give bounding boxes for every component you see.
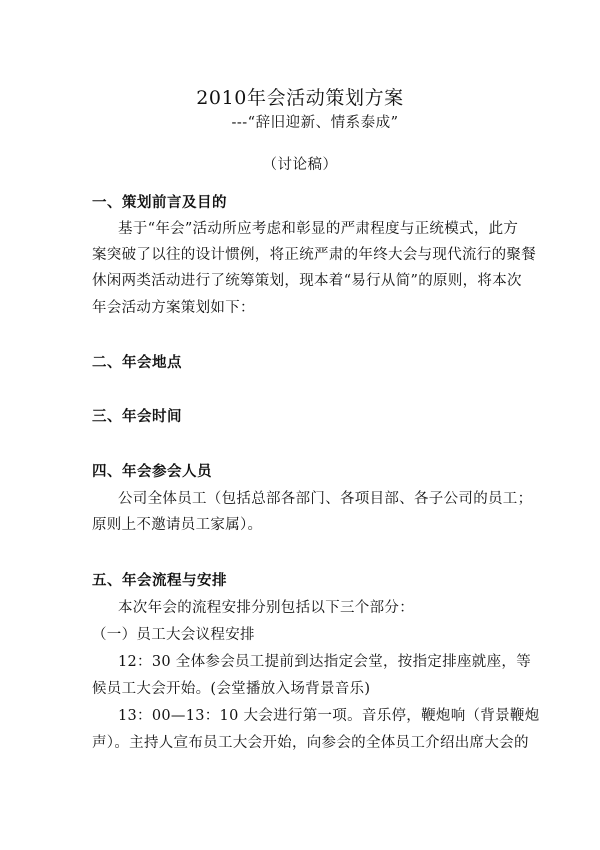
section-1-line-1: 基于“年会”活动所应考虑和彰显的严肃程度与正统模式，此方	[118, 221, 519, 237]
section-1-line-4: 年会活动方案策划如下：	[92, 300, 255, 316]
section-5-heading: 五、年会流程与安排	[92, 573, 227, 589]
section-5-line-3: 13：00—13：10 大会进行第一项。音乐停，鞭炮响（背景鞭炮	[118, 708, 540, 724]
document-subtitle: ---“辞旧迎新、情系泰成”	[231, 115, 399, 131]
section-2-heading: 二、年会地点	[92, 355, 182, 371]
section-5-intro: 本次年会的流程安排分别包括以下三个部分：	[118, 600, 414, 616]
section-5-line-1: 12：30 全体参会员工提前到达指定会堂，按指定排座就座，等	[118, 654, 532, 670]
draft-label: （讨论稿）	[262, 157, 338, 173]
section-1-line-3: 休闲两类活动进行了统筹策划，现本着“易行从简”的原则，将本次	[92, 273, 522, 289]
section-5-line-4: 声）。主持人宣布员工大会开始，向参会的全体员工介绍出席大会的	[92, 735, 529, 751]
section-4-heading: 四、年会参会人员	[92, 464, 212, 480]
section-1-heading: 一、策划前言及目的	[92, 195, 227, 211]
section-4-line-1: 公司全体员工（包括总部各部门、各项目部、各子公司的员工；	[118, 491, 533, 507]
section-5-line-2: 候员工大会开始。(会堂播放入场背景音乐)	[92, 681, 371, 697]
section-3-heading: 三、年会时间	[92, 409, 182, 425]
document-title: 2010年会活动策划方案	[196, 87, 404, 109]
section-1-line-2: 案突破了以往的设计惯例，将正统严肃的年终大会与现代流行的聚餐	[92, 247, 536, 263]
section-4-line-2: 原则上不邀请员工家属）。	[92, 517, 263, 533]
section-5-subheading-1: （一）员工大会议程安排	[92, 627, 255, 643]
